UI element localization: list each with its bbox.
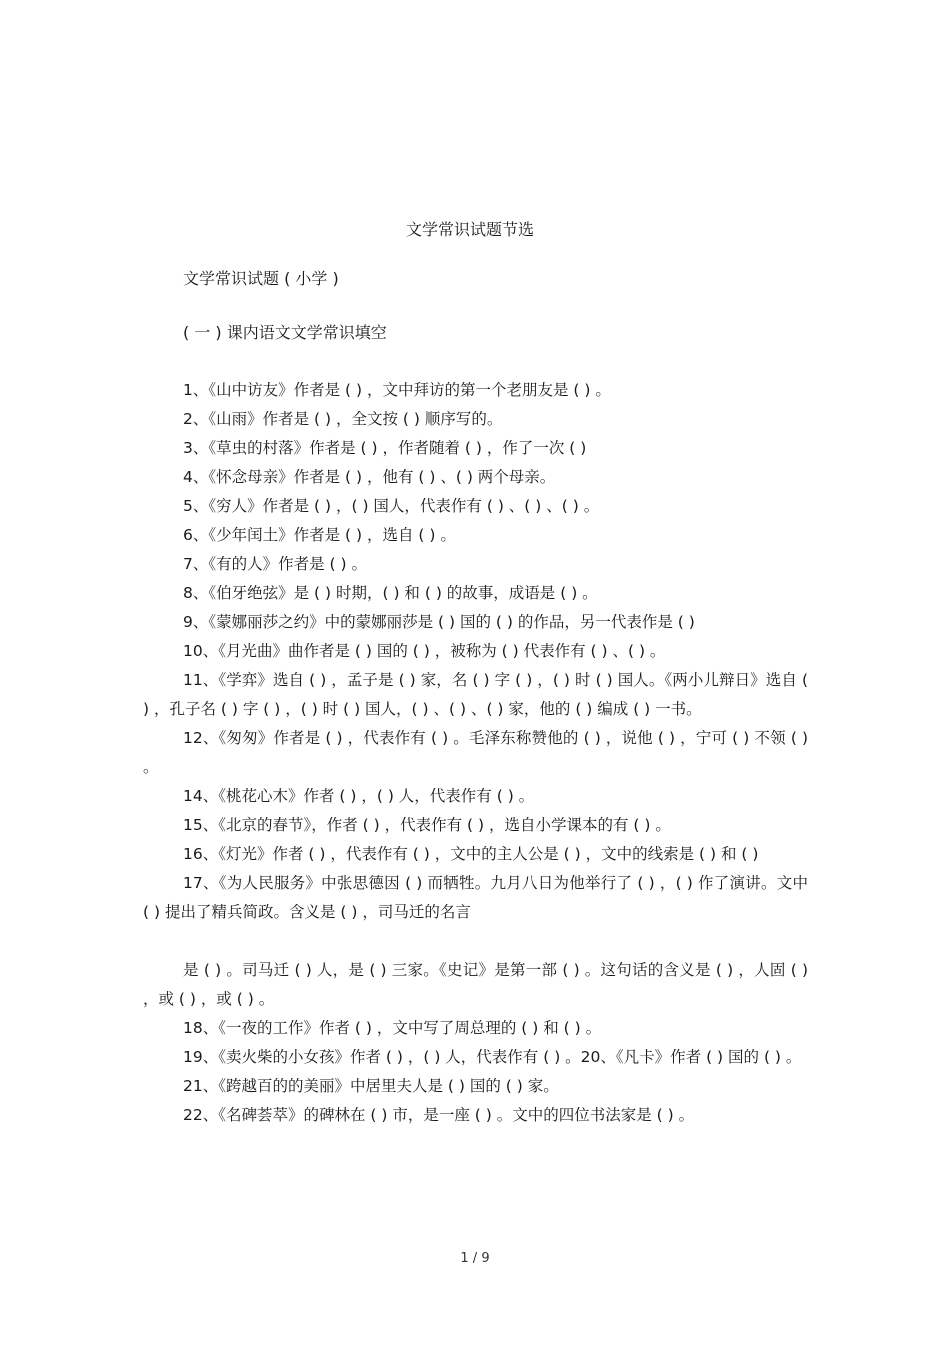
question-item: 12、《匆匆》作者是 ( ) ，代表作有 ( ) 。毛泽东称赞他的 ( ) ，说他 ( ) ，宁可 ( ) 不领 ( ) 。 bbox=[143, 729, 808, 776]
paragraph-gap bbox=[143, 927, 808, 956]
question-item: 4、《怀念母亲》作者是 ( ) ，他有 ( ) 、( ) 两个母亲。 bbox=[183, 468, 556, 486]
document-title: 文学常识试题节选 bbox=[405, 220, 534, 239]
document-subtitle: 文学常识试题 ( 小学 ) bbox=[183, 269, 339, 288]
question-item: 19、《卖火柴的小女孩》作者 ( ) ，( ) 人，代表作有 ( ) 。20、《凡卡》作者 ( ) 国的 ( ) 。 bbox=[183, 1048, 802, 1066]
question-item: 8、《伯牙绝弦》是 ( ) 时期，( ) 和 ( ) 的故事，成语是 ( ) 。 bbox=[183, 584, 598, 602]
question-item: 2、《山雨》作者是 ( ) ，全文按 ( ) 顺序写的。 bbox=[183, 410, 503, 428]
question-item: 14、《桃花心木》作者 ( ) ，( ) 人，代表作有 ( ) 。 bbox=[183, 787, 535, 805]
question-item: 1、《山中访友》作者是 ( ) ，文中拜访的第一个老朋友是 ( ) 。 bbox=[183, 381, 611, 399]
section-heading: ( 一 ) 课内语文文学常识填空 bbox=[183, 323, 387, 342]
question-item: 22、《名碑荟萃》的碑林在 ( ) 市，是一座 ( ) 。文中的四位书法家是 ( ) 。 bbox=[183, 1106, 695, 1124]
question-item: 21、《跨越百的的美丽》中居里夫人是 ( ) 国的 ( ) 家。 bbox=[183, 1077, 559, 1095]
question-item: 16、《灯光》作者 ( ) ，代表作有 ( ) ，文中的主人公是 ( ) ，文中的线索是 ( ) 和 ( ) bbox=[183, 845, 759, 863]
question-item: 10、《月光曲》曲作者是 ( ) 国的 ( ) ，被称为 ( ) 代表作有 ( ) 、( ) 。 bbox=[183, 642, 666, 660]
question-item: 15、《北京的春节》，作者 ( ) ，代表作有 ( ) ，选自小学课本的有 ( ) 。 bbox=[183, 816, 671, 834]
page-number: 1 / 9 bbox=[460, 1251, 490, 1266]
question-item: 5、《穷人》作者是 ( ) ，( ) 国人，代表作有 ( ) 、( ) 、( ) 。 bbox=[183, 497, 600, 515]
question-item: 6、《少年闰土》作者是 ( ) ，选自 ( ) 。 bbox=[183, 526, 456, 544]
question-item: 是 ( ) 。司马迁 ( ) 人，是 ( ) 三家。《史记》是第一部 ( ) 。这句话的含义是 ( ) ，人固 ( ) ，或 ( ) ，或 ( ) 。 bbox=[143, 961, 808, 1008]
question-item: 3、《草虫的村落》作者是 ( ) ，作者随着 ( ) ，作了一次 ( ) bbox=[183, 439, 587, 457]
question-item: 7、《有的人》作者是 ( ) 。 bbox=[183, 555, 367, 573]
question-list bbox=[143, 376, 808, 1130]
question-item: 11、《学弈》选自 ( ) ，孟子是 ( ) 家，名 ( ) 字 ( ) ，( ) 时 ( ) 国人。《两小儿辩日》选自 ( ) ，孔子名 ( ) 字 ( ) ，( ) 时 ( ) 国人，( ) 、( ) 、( ) 家，他的 ( ) 编成 ( ) 一书。 bbox=[143, 671, 808, 718]
question-item: 9、《蒙娜丽莎之约》中的蒙娜丽莎是 ( ) 国的 ( ) 的作品，另一代表作是 ( ) bbox=[183, 613, 695, 631]
question-item: 17、《为人民服务》中张思德因 ( ) 而牺牲。九月八日为他举行了 ( ) ，( ) 作了演讲。文中 ( ) 提出了精兵简政。含义是 ( ) ，司马迁的名言 bbox=[143, 874, 808, 921]
question-item: 18、《一夜的工作》作者 ( ) ，文中写了周总理的 ( ) 和 ( ) 。 bbox=[183, 1019, 602, 1037]
